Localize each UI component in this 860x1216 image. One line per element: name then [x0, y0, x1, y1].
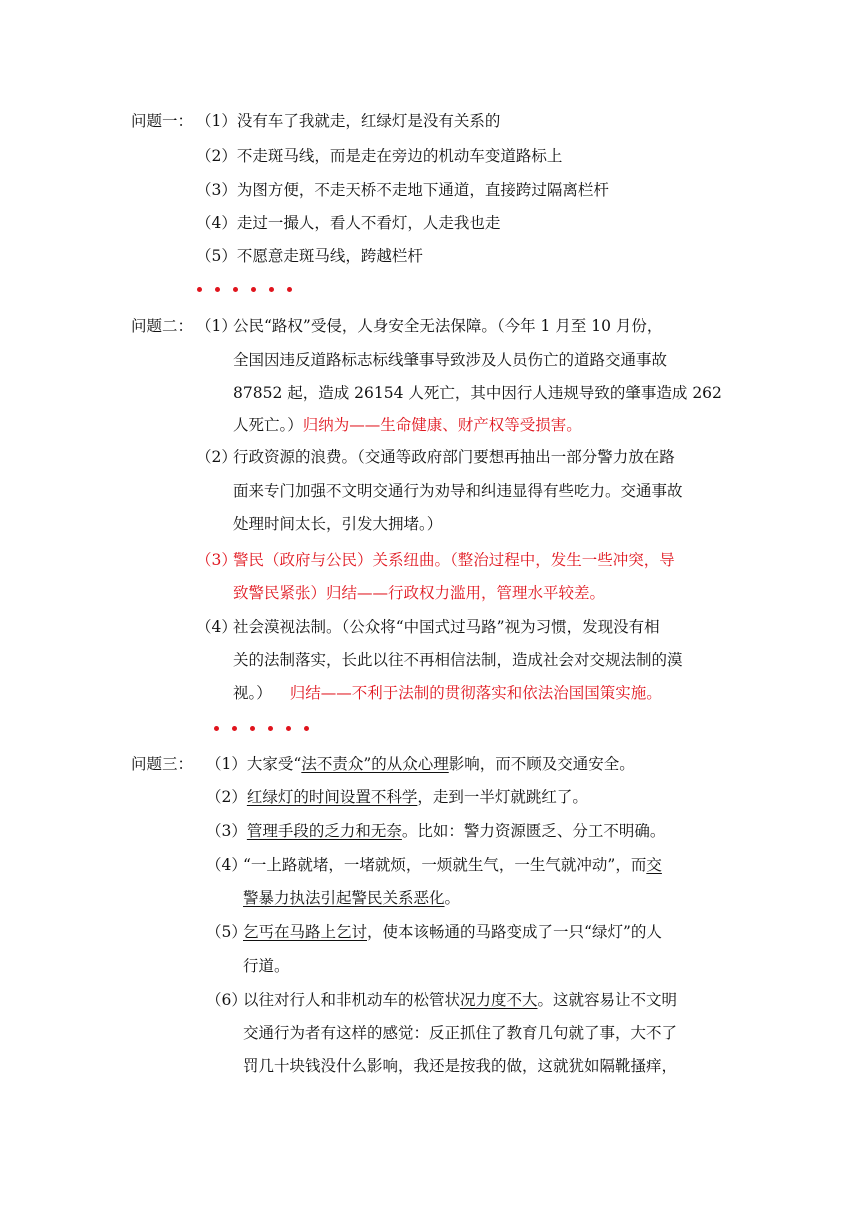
list-item [206, 815, 665, 848]
item-number: （2） [196, 448, 237, 466]
paragraph-line: 公民“路权”受侵，人身安全无法保障。（今年 1 月至 10 月份， [233, 317, 663, 335]
underlined-text: 交 [646, 856, 662, 874]
paragraph-line: 交通行为者有这样的感觉：反正抓住了教育几句就了事，大不了 [243, 1024, 678, 1042]
item-number: （3） [206, 822, 247, 840]
question-three-label: 问题三： [131, 755, 194, 773]
question-two-label: 问题二： [131, 317, 194, 335]
dot-icon [268, 726, 273, 731]
dot-icon [214, 726, 219, 731]
paragraph-text: 人死亡。） [233, 416, 303, 434]
paragraph-line: 关的法制落实，长此以往不再相信法制，造成社会对交规法制的漠 [233, 651, 683, 669]
conclusion-text: 归结——不利于法制的贯彻落实和依法治国国策实施。 [289, 684, 662, 702]
item-number: （2） [206, 788, 247, 806]
paragraph-text: 视。） [233, 684, 272, 702]
item-number: （5） [206, 923, 247, 941]
ellipsis-dots [197, 287, 305, 292]
list-item [196, 207, 500, 240]
list-item [196, 240, 423, 273]
list-item [206, 781, 588, 814]
paragraph-line: 87852 起，造成 26154 人死亡，其中因行人违规导致的肇事造成 262 [233, 384, 722, 402]
conclusion-text: 归纳为——生命健康、财产权等受损害。 [302, 416, 582, 434]
underlined-text: 乞丐在马路上乞讨 [243, 923, 368, 941]
item-text: 影响，而不顾及交通安全。 [448, 755, 635, 773]
paragraph-line: 致警民紧张）归结——行政权力滥用，管理水平较差。 [233, 584, 606, 602]
dot-icon [232, 726, 237, 731]
item-text: 大家受“ [246, 755, 302, 773]
item-number: （3） [196, 181, 237, 199]
item-number: （1） [206, 755, 247, 773]
paragraph-line: 面来专门加强不文明交通行为劝导和纠违显得有些吃力。交通事故 [233, 482, 683, 500]
item-text: “一上路就堵，一堵就烦，一烦就生气，一生气就冲动”，而 [243, 856, 647, 874]
dot-icon [215, 287, 220, 292]
list-item [196, 174, 609, 207]
underlined-text: 警暴力执法引起警民关系恶化 [243, 889, 445, 907]
dot-icon [250, 726, 255, 731]
ellipsis-dots [214, 726, 322, 731]
list-item [196, 105, 500, 138]
dot-icon [233, 287, 238, 292]
list-item [196, 140, 562, 173]
underlined-text: 管理手段的乏力和无奈 [246, 822, 402, 840]
dot-icon [286, 726, 291, 731]
item-number: （4） [196, 618, 237, 636]
item-text: ，走到一半灯就跳红了。 [417, 788, 588, 806]
paragraph-line [233, 677, 662, 710]
item-number: （3） [196, 551, 237, 569]
item-text: 走过一撮人，看人不看灯，人走我也走 [236, 214, 501, 232]
paragraph-line [243, 984, 677, 1017]
paragraph-line: 警民（政府与公民）关系纽曲。（整治过程中，发生一些冲突，导 [233, 551, 675, 569]
dot-icon [287, 287, 292, 292]
dot-icon [269, 287, 274, 292]
list-item [206, 748, 635, 781]
item-number: （4） [196, 214, 237, 232]
paragraph-line: 社会漠视法制。（公众将“中国式过马路”视为习惯，发现没有相 [233, 618, 660, 636]
item-text: 为图方便，不走天桥不走地下通道，直接跨过隔离栏杆 [236, 181, 609, 199]
dot-icon [197, 287, 202, 292]
underlined-text: 况力度不大 [460, 991, 538, 1009]
item-text: 以往对行人和非机动车的松管状 [243, 991, 461, 1009]
item-number: （1） [196, 317, 237, 335]
paragraph-line [243, 916, 662, 949]
item-text: ，使本该畅通的马路变成了一只“绿灯”的人 [367, 923, 662, 941]
dot-icon [251, 287, 256, 292]
paragraph-line: 处理时间太长，引发大拥堵。） [233, 515, 443, 533]
paragraph-line [233, 409, 582, 442]
item-number: （1） [196, 112, 237, 130]
paragraph-line: 行政资源的浪费。（交通等政府部门要想再抽出一部分警力放在路 [233, 448, 675, 466]
item-text: 。比如：警力资源匮乏、分工不明确。 [401, 822, 666, 840]
paragraph-line: 罚几十块钱没什么影响，我还是按我的做，这就犹如隔靴搔痒， [243, 1057, 678, 1075]
underlined-text: 法不责众”的从众心理 [301, 755, 449, 773]
item-text: 。 [444, 889, 461, 907]
paragraph-line [243, 882, 460, 915]
paragraph-line: 全国因违反道路标志标线肇事导致涉及人员伤亡的道路交通事故 [233, 351, 668, 369]
item-text: 。这就容易让不文明 [537, 991, 678, 1009]
item-text: 不愿意走斑马线，跨越栏杆 [236, 247, 423, 265]
item-number: （6） [206, 991, 247, 1009]
dot-icon [304, 726, 309, 731]
question-one-label: 问题一： [131, 112, 194, 130]
underlined-text: 红绿灯的时间设置不科学 [246, 788, 418, 806]
paragraph-line: 行道。 [243, 957, 290, 975]
item-number: （4） [206, 856, 247, 874]
paragraph-line [243, 849, 662, 882]
item-text: 没有车了我就走，红绿灯是没有关系的 [236, 112, 501, 130]
item-number: （2） [196, 147, 237, 165]
item-text: 不走斑马线，而是走在旁边的机动车变道路标上 [236, 147, 563, 165]
item-number: （5） [196, 247, 237, 265]
